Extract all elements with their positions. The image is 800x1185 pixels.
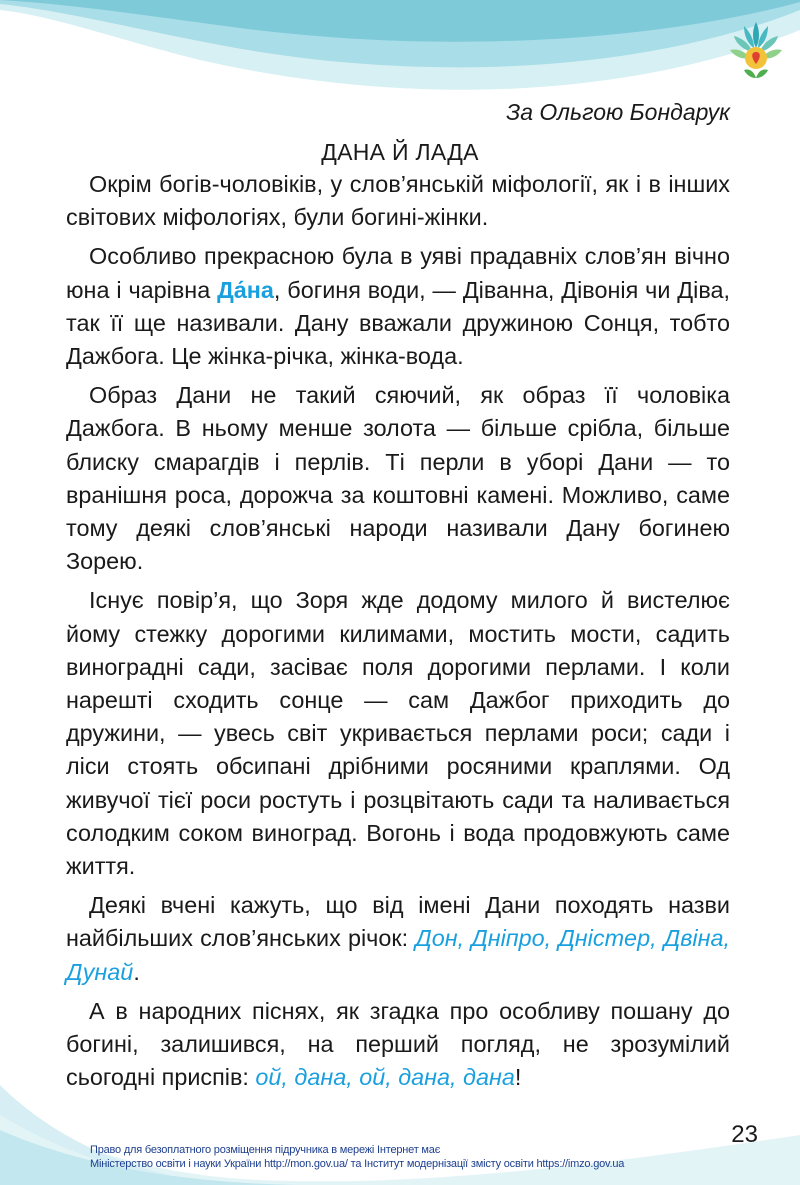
paragraph-6-text-b: ! bbox=[514, 1064, 522, 1091]
paragraph-4 bbox=[66, 584, 730, 883]
flower-ornament-icon bbox=[724, 14, 788, 86]
paragraph-1 bbox=[66, 168, 730, 234]
footer-line-2: Міністерство освіти і науки України http://mon.gov.ua/ та Інститут модернізації змісту освіти https://imzo.gov.ua bbox=[90, 1158, 625, 1170]
top-wave-decoration bbox=[0, 0, 800, 100]
refrain-highlight: ой, дана, ой, дана, дана bbox=[255, 1064, 515, 1091]
dana-highlight: Да́на bbox=[217, 276, 274, 303]
paragraph-2-text-a: Особливо прекрасною була в уяві прадавніх слов’ян вічно юна і чарівна bbox=[66, 243, 730, 303]
copyright-footer bbox=[90, 1143, 624, 1171]
paragraph-5-text-a: Деякі вчені кажуть, що від імені Дани походять назви найбільших слов’янських річок: bbox=[66, 892, 730, 952]
paragraph-5 bbox=[66, 889, 730, 989]
footer-line-1: Право для безоплатного розміщення підручника в мережі Інтернет має bbox=[90, 1144, 441, 1156]
author-attribution: За Ольгою Бондарук bbox=[506, 99, 730, 125]
page-number: 23 bbox=[731, 1121, 758, 1148]
paragraph-5-text-b: . bbox=[133, 958, 140, 985]
paragraph-3 bbox=[66, 379, 730, 578]
rivers-highlight: Дон, Дніпро, Дністер, Двіна, Дунай bbox=[66, 925, 730, 985]
paragraph-3-text: Образ Дани не такий сяючий, як образ її чоловіка Дажбога. В ньому менше золота — більше срібла, більше блиску смарагдів і перлів. Ті перли в уборі Дани — то вранішня роса, дорожча за коштовні камені. Можливо, саме тому деякі слов’янські народи називали Дану богинею Зорею. bbox=[66, 382, 730, 575]
paragraph-2 bbox=[66, 240, 730, 373]
paragraph-4-text: Існує повір’я, що Зоря жде додому милого й вистелює йому стежку дорогими килимами, мостить мости, садить виноградні сади, засіває поля дорогими перлами. І коли нарешті сходить сонце — сам Дажбог приходить до дружини, — увесь світ укривається перлами роси; сади і ліси стоять обсипані дрібними росяними краплями. Од живучої тієї роси ростуть і розцвітають сади та наливається солодким соком виноград. Вогонь і вода продовжують саме життя. bbox=[66, 587, 730, 880]
story-text bbox=[66, 168, 730, 1100]
paragraph-1-text: Окрім богів-чоловіків, у слов’янській міфології, як і в інших світових міфологіях, були богині-жінки. bbox=[66, 171, 730, 231]
paragraph-6-text-a: А в народних піснях, як згадка про особливу пошану до богині, залишився, на перший погляд, не зрозумілий сьогодні приспів: bbox=[66, 997, 730, 1091]
paragraph-2-text-b: , богиня води, — Діванна, Дівонія чи Діва, так її ще називали. Дану вважали дружиною Сонця, тобто Дажбога. Це жінка-річка, жінка-вода. bbox=[66, 276, 730, 370]
story-title: ДАНА Й ЛАДА bbox=[321, 139, 479, 165]
